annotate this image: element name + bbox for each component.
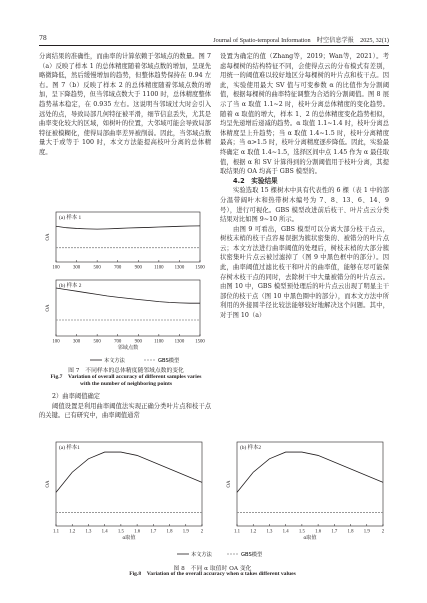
x-tick-label: 100	[52, 265, 60, 271]
chart-svg	[44, 440, 204, 544]
plot-frame	[56, 442, 202, 526]
figure-8a-chart	[44, 440, 204, 544]
x-tick-label: 1.7	[150, 529, 157, 535]
x-tick-label: 1.8	[347, 529, 354, 535]
x-tick-label: 1.7	[331, 529, 338, 535]
x-tick-label: 1.9	[182, 529, 189, 535]
paragraph: 由图 9 可看出，GBS 模型可以分离大部分枝干点云，树枝末梢的枝干点容易误据为簇状密集的、被错分的叶片点云；本文方法进行曲率阈值的处理后，树枝末梢的大部分簇状密集叶片点云被过滤掉了（图 9 中黑色框中的部分）。因此，曲率阈值过滤比枝干和叶片的曲率值，能够在尽可能保存树木枝干点的同时，去除树干中大量被错分的叶片点云。由图 10 中，GBS 模型预处理后的叶片点云出现了明显主干部位的枝干点（图 10 中黑色圈中的部分），而本文方法中所利用的外接圆半径比较法能够较好地解决这个问题。其中，对于图 10（a）	[220, 225, 389, 320]
left-column-lower	[39, 392, 211, 421]
y-axis-label: OA	[46, 304, 51, 312]
x-axis-label: α取值	[122, 535, 136, 541]
x-tick-label: 1.2	[69, 529, 76, 535]
section-heading: 4.2 实验结果	[233, 176, 278, 185]
paragraph: 设置为确定的值（Zhang等，2019；Wan等，2021）。考虑每棵树的结构特征不同，会使得点云的分布模式有差别，用统一的阈值难以较好地区分每棵树的叶片点和枝干点。因此，实验使用最大 SV 值与可变参数 α 的比值作为分割阈值，根据每棵树的曲率特征调整为合适的分割阈值。图 8 展示了当 α 取值 1.1~2 时，枝叶分离总体精度的变化趋势。随着 α 取值的增大，样本 1、2 的总体精度变化趋势相似，均呈先递增后递减的趋势。α 取值 1.1~1.4 时，枝叶分离总体精度呈上升趋势；当 α 取值 1.4~1.5 时，枝叶分离精度最高；当 α>1.5 时，枝叶分离精度逐步降低。因此，实验最终确定 α 取值 1.4~1.5，选择区间中点 1.45 作为 α 最佳取值，根据 α 和 SV 计算得到的分割阈值用于枝叶分离，其提取结果的 OA 均高于 GBS 模型的。	[220, 53, 389, 176]
x-tick-label: 500	[93, 339, 101, 345]
plot-frame	[237, 442, 383, 526]
series-line-ours	[56, 226, 200, 229]
x-tick-label: 2	[381, 529, 385, 535]
paragraph: 实验选取 15 棵树木中具有代表性的 6 棵（表 1 中的部分温带阔叶木和热带树木编号为 7、8、13、6、14、9 号），进行可视化。GBS 模型改进前后枝干、叶片点云分类结果对比如图 9~10 所示。	[220, 187, 389, 224]
right-column	[220, 52, 389, 321]
x-tick-label: 1.3	[85, 529, 92, 535]
x-tick-label: 300	[72, 339, 81, 345]
paragraph: 分离结果的准确性，而曲率的计算依赖于邻域点的数量。图 7（a）反映了样本 1 的总体精度随着邻域点数的增加，呈现先略微降低，然后缓慢增加的趋势，但整体趋势保持在 0.94 左右。图 7（b）反映了样本 2 的总体精度随着邻域点数的增加，呈下降趋势，但当邻域点数大于 1100 时，总体精度整体趋势基本稳定，在 0.935 左右。这说明当邻域过大时会引入远处的点，导致局部几何特征被平滑，细节信息丢失，尤其是曲率变化较大的区域，如树叶的位置，大邻域可能会导致局部特征被模糊化，使得局部曲率差异被削弱。因此，当邻域点数量大于或等于 100 时，本文方法能提高枝叶分离的总体精度。	[39, 53, 211, 156]
x-tick-label: 1.5	[117, 529, 124, 535]
panel-label: (a) 样本1	[59, 445, 80, 451]
x-tick-label: 100	[52, 339, 60, 345]
x-tick-label: 1.8	[166, 529, 173, 535]
legend-swatches	[88, 356, 198, 364]
paragraph: 阈值设置是利用曲率阈值法实现正确分类叶片点和枝干点的关键。已有研究中，曲率阈值通常	[39, 402, 211, 420]
x-tick-label: 1.3	[266, 529, 273, 535]
x-tick-label: 1500	[195, 339, 205, 345]
x-tick-label: 1300	[174, 265, 185, 271]
x-tick-label: 700	[114, 339, 122, 345]
x-axis-label: α取值	[303, 535, 317, 541]
legend-swatches	[175, 550, 285, 558]
series-line-ours	[56, 452, 202, 492]
figure-8-legend	[175, 550, 285, 560]
subsection-title: 2）曲率阈值确定	[52, 393, 101, 400]
x-tick-label: 1.2	[250, 529, 257, 535]
panel-label: (b) 样本2	[240, 445, 262, 451]
journal-title: Journal of Spatio-temporal Information 时空信息学报 2025, 32(1)	[213, 37, 389, 44]
x-tick-label: 1.6	[315, 529, 322, 535]
x-tick-label: 2	[200, 529, 204, 535]
x-tick-label: 1.4	[101, 529, 108, 535]
y-axis-label: OA	[46, 233, 51, 241]
chart-svg	[42, 210, 205, 272]
x-tick-label: 1.5	[298, 529, 305, 535]
figure-7-caption-cn: 图 7 不同样本的总体精度随邻域点数的变化	[68, 368, 184, 374]
x-tick-label: 500	[93, 265, 101, 271]
y-axis-label: OA	[227, 480, 232, 488]
x-tick-label: 1100	[154, 265, 164, 271]
legend-label-gbs: GBS模型	[158, 358, 180, 364]
x-tick-label: 1100	[154, 339, 164, 345]
chart-svg	[225, 440, 385, 544]
panel-label: (b) 样本 2	[59, 283, 82, 289]
x-tick-label: 700	[114, 265, 122, 271]
legend-label-ours: 本文方法	[104, 358, 125, 364]
x-tick-label: 900	[134, 265, 142, 271]
x-tick-label: 1.1	[234, 529, 240, 535]
figure-8-caption-cn: 图 8 不同 α 取值时 OA 变化	[173, 566, 252, 572]
x-tick-label: 300	[72, 265, 81, 271]
x-tick-label: 1.1	[53, 529, 59, 535]
figure-7b-chart	[42, 278, 205, 352]
legend-label-gbs: GBS模型	[241, 552, 263, 558]
legend-label-ours: 本文方法	[191, 552, 212, 558]
left-column	[39, 52, 211, 158]
y-axis-label: OA	[46, 480, 51, 488]
x-tick-label: 1.9	[363, 529, 370, 535]
figure-7-caption-en: Fig.7 Variation of overall accuracy of different samples varies with the number of neighboring points	[50, 374, 202, 387]
x-axis-label: 邻域点数	[117, 345, 139, 351]
figure-8-caption-en: Fig.8 Variation of the overall accuracy when α takes different values	[129, 571, 296, 577]
page-number: 78	[39, 35, 47, 42]
x-tick-label: 1300	[174, 339, 185, 345]
x-tick-label: 900	[134, 339, 142, 345]
panel-label: (a) 样本 1	[59, 215, 82, 221]
series-line-ours	[237, 452, 383, 492]
x-tick-label: 1.4	[282, 529, 289, 535]
running-header	[39, 33, 389, 46]
chart-svg	[42, 278, 205, 352]
x-tick-label: 1.6	[134, 529, 141, 535]
series-line-ours	[56, 288, 200, 303]
x-tick-label: 1500	[195, 265, 205, 271]
figure-8b-chart	[225, 440, 385, 544]
figure-7a-chart	[42, 210, 205, 272]
